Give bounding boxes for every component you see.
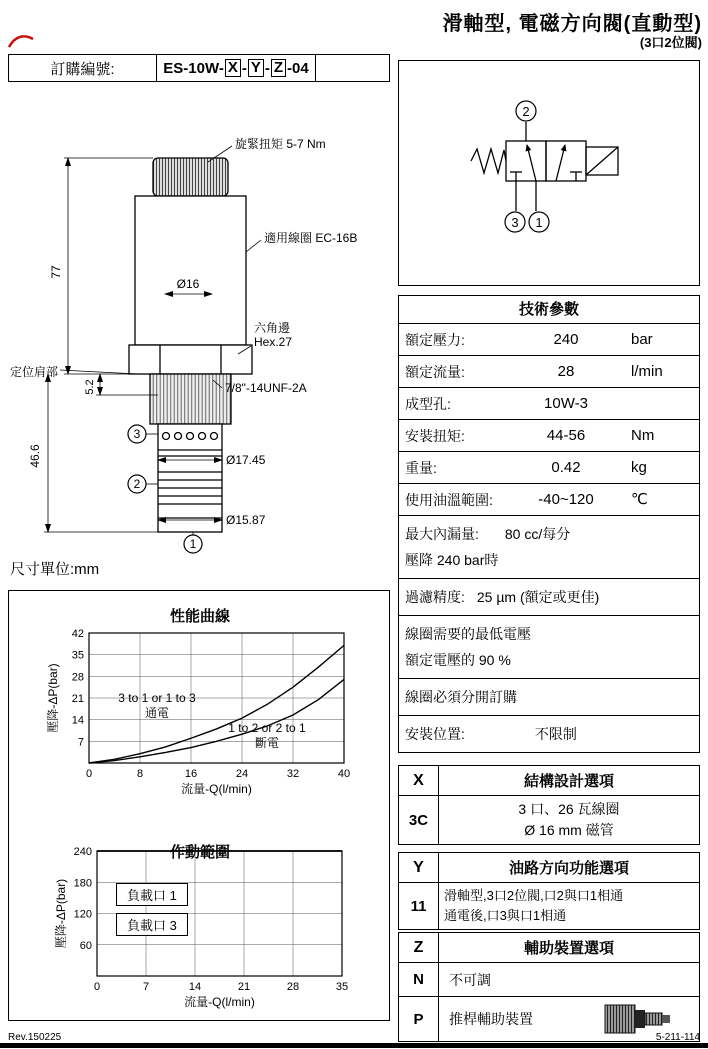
svg-text:壓降-ΔP(bar): 壓降-ΔP(bar) xyxy=(46,663,60,733)
option-11-line1: 滑軸型,3口2位閥,口2與口1相通 xyxy=(444,888,624,903)
option-n-code: N xyxy=(399,963,439,996)
spec-row-torque xyxy=(399,420,699,452)
spec-note-coil-voltage xyxy=(399,616,699,679)
spec-row-mounting xyxy=(399,716,699,752)
revision-number: Rev.150225 xyxy=(8,1032,62,1043)
spec-row-pressure xyxy=(399,324,699,356)
svg-text:21: 21 xyxy=(237,981,251,993)
symbol-port-circles xyxy=(505,101,549,232)
shoulder-label: 定位肩部 xyxy=(10,365,59,379)
page-subtitle: (3口2位閥) xyxy=(639,35,702,50)
valve-technical-drawing xyxy=(8,82,393,560)
svg-text:21: 21 xyxy=(71,693,84,705)
charts-box xyxy=(8,590,390,1021)
load-port-1-label: 負載口 1 xyxy=(116,883,188,906)
leak-label: 最大內漏量: xyxy=(405,526,479,542)
spec-value: 44-56 xyxy=(546,427,586,444)
dia-body-dim: Ø16 xyxy=(176,277,200,291)
option-n-label: 不可調 xyxy=(449,971,491,988)
svg-text:28: 28 xyxy=(71,671,84,684)
mount-label: 安裝位置: xyxy=(405,726,465,742)
page-title: 滑軸型, 電磁方向閥(直動型) xyxy=(442,13,702,35)
option-3c-line2: Ø 16 mm 磁管 xyxy=(524,822,614,838)
spec-row-flow xyxy=(399,356,699,388)
svg-text:14: 14 xyxy=(71,714,84,727)
spec-label: 成型孔: xyxy=(405,396,451,412)
svg-text:壓降-ΔP(bar): 壓降-ΔP(bar) xyxy=(54,878,68,949)
spec-unit xyxy=(631,388,693,420)
thread-label: 7/8"-14UNF-2A xyxy=(225,381,307,395)
svg-text:24: 24 xyxy=(235,768,249,780)
spec-unit: l/min xyxy=(631,363,663,380)
spec-value: 0.42 xyxy=(551,459,581,476)
svg-text:120: 120 xyxy=(73,908,92,921)
order-spacer xyxy=(316,55,389,81)
option-3c-line1: 3 口、26 瓦線圈 xyxy=(518,801,620,817)
stem-length-dim: 46.6 xyxy=(28,444,42,468)
hex-nut xyxy=(129,345,252,374)
spec-row-oil-temp xyxy=(399,484,699,516)
spec-note-leakage xyxy=(399,516,699,579)
svg-text:240: 240 xyxy=(73,846,92,858)
spec-unit: kg xyxy=(631,459,647,476)
spec-table-header: 技術參數 xyxy=(399,296,699,324)
spec-row-cavity xyxy=(399,388,699,420)
valve-stem xyxy=(158,424,222,532)
svg-text:35: 35 xyxy=(335,981,349,993)
hydraulic-symbol xyxy=(399,61,699,285)
spec-value: 28 xyxy=(557,363,575,380)
order-code-sep2: - xyxy=(264,59,270,77)
coil-voltage-line2: 額定電壓的 90 % xyxy=(405,652,511,668)
option-y-code: Y xyxy=(399,853,439,882)
option-x-code: X xyxy=(399,766,439,795)
port-3-number: 3 xyxy=(133,427,141,441)
technical-parameters-table xyxy=(398,295,700,753)
spec-value: 240 xyxy=(553,331,579,348)
svg-text:32: 32 xyxy=(286,768,300,780)
option-x-table xyxy=(398,765,700,845)
symbol-port-numbers xyxy=(511,104,542,230)
spec-label: 額定流量: xyxy=(405,364,465,380)
svg-text:35: 35 xyxy=(71,649,84,662)
order-code xyxy=(156,55,316,81)
svg-text:42: 42 xyxy=(71,628,84,640)
height-dim: 77 xyxy=(49,265,63,279)
order-number-box xyxy=(8,54,390,82)
spec-note-coil-order xyxy=(399,679,699,716)
svg-text:28: 28 xyxy=(286,981,300,993)
option-p-label: 推桿輔助裝置 xyxy=(449,1011,533,1027)
option-z-row-n xyxy=(399,963,699,997)
hex-label-2: Hex.27 xyxy=(254,335,293,349)
filter-value: 25 µm (額定或更佳) xyxy=(476,589,600,605)
spec-label: 使用油溫範圍: xyxy=(405,492,493,508)
order-code-z: Z xyxy=(271,59,286,77)
port-1-number: 1 xyxy=(189,537,197,551)
order-code-suffix: -04 xyxy=(287,59,309,77)
performance-curve-title: 性能曲線 xyxy=(169,608,230,625)
svg-text:60: 60 xyxy=(79,939,92,952)
spec-value: 10W-3 xyxy=(544,395,588,412)
spec-label: 重量: xyxy=(405,460,437,476)
svg-text:0: 0 xyxy=(93,981,101,993)
coil-label: 適用線圈 EC-16B xyxy=(264,231,358,245)
option-z-table xyxy=(398,932,700,1042)
operating-range-title: 作動範圍 xyxy=(169,844,230,861)
svg-text:40: 40 xyxy=(337,768,351,780)
logo-fragment-icon xyxy=(8,33,34,49)
coil-order-note: 線圈必須分開訂購 xyxy=(405,689,517,705)
shoulder-length-dim: 5.2 xyxy=(84,379,96,395)
spec-label: 額定壓力: xyxy=(405,332,465,348)
operating-range-chart xyxy=(9,839,391,1022)
dia-lower-dim: Ø15.87 xyxy=(226,513,266,527)
symbol-port-3: 3 xyxy=(511,215,519,230)
option-y-header: 油路方向功能選項 xyxy=(508,860,629,877)
option-3c-code: 3C xyxy=(399,796,439,844)
svg-text:7: 7 xyxy=(142,981,150,993)
mount-value: 不限制 xyxy=(534,726,577,742)
svg-text:7: 7 xyxy=(77,736,84,749)
threaded-section xyxy=(150,374,231,424)
option-z-header: 輔助裝置選項 xyxy=(523,940,614,957)
order-code-x: X xyxy=(225,59,241,77)
hex-label-1: 六角邊 xyxy=(254,321,291,335)
leak-value: 80 cc/每分 xyxy=(504,526,571,542)
dia-upper-dim: Ø17.45 xyxy=(226,453,266,467)
symbol-valve-boxes xyxy=(471,122,618,211)
order-code-y: Y xyxy=(248,59,264,77)
svg-text:14: 14 xyxy=(188,981,202,993)
order-label: 訂購編號: xyxy=(50,60,115,78)
curve-label-energized: 3 to 1 or 1 to 3 通電 xyxy=(118,691,196,720)
svg-text:流量-Q(l/min): 流量-Q(l/min) xyxy=(184,995,255,1009)
document-number: 5-211-114 xyxy=(655,1032,700,1043)
spec-unit: ℃ xyxy=(631,491,648,508)
knurled-cap xyxy=(153,158,228,196)
svg-text:16: 16 xyxy=(184,768,198,780)
curve-label-deenergized: 1 to 2 or 2 to 1 斷電 xyxy=(228,721,306,750)
dimension-unit-note: 尺寸單位:mm xyxy=(10,561,100,578)
spec-note-filtration xyxy=(399,579,699,616)
order-code-sep1: - xyxy=(241,59,247,77)
symbol-port-2: 2 xyxy=(522,104,530,119)
svg-text:流量-Q(l/min): 流量-Q(l/min) xyxy=(181,782,252,796)
option-11-code: 11 xyxy=(399,883,439,929)
option-y-table xyxy=(398,852,700,930)
valve-tube-body xyxy=(135,196,246,345)
svg-text:8: 8 xyxy=(136,768,144,780)
option-x-row-3c xyxy=(399,796,699,844)
option-p-code: P xyxy=(399,997,439,1041)
spec-value: -40~120 xyxy=(538,491,594,508)
spec-unit: bar xyxy=(631,331,653,348)
filter-label: 過濾精度: xyxy=(405,589,465,605)
torque-label: 旋緊扭矩 5-7 Nm xyxy=(235,137,326,151)
coil-voltage-line1: 線圈需要的最低電壓 xyxy=(405,626,531,642)
order-code-prefix: ES-10W- xyxy=(163,59,224,77)
hydraulic-symbol-box xyxy=(398,60,700,286)
footer-divider-bar xyxy=(0,1043,708,1048)
option-y-row-11 xyxy=(399,883,699,929)
spec-label: 安裝扭矩: xyxy=(405,428,465,444)
valve-body-outline xyxy=(129,158,252,532)
option-z-row-p xyxy=(399,997,699,1041)
load-port-3-label: 負載口 3 xyxy=(116,913,188,936)
option-z-code: Z xyxy=(399,933,439,962)
symbol-port-1: 1 xyxy=(535,215,543,230)
leak-condition: 壓降 240 bar時 xyxy=(405,552,499,568)
option-11-line2: 通電後,口3與口1相通 xyxy=(444,908,567,923)
svg-text:180: 180 xyxy=(73,877,92,890)
option-x-header: 結構設計選項 xyxy=(523,773,614,790)
spec-unit: Nm xyxy=(631,427,655,444)
spec-row-weight xyxy=(399,452,699,484)
spring-symbol xyxy=(471,149,506,173)
port-2-number: 2 xyxy=(133,477,141,491)
svg-text:0: 0 xyxy=(85,768,93,780)
